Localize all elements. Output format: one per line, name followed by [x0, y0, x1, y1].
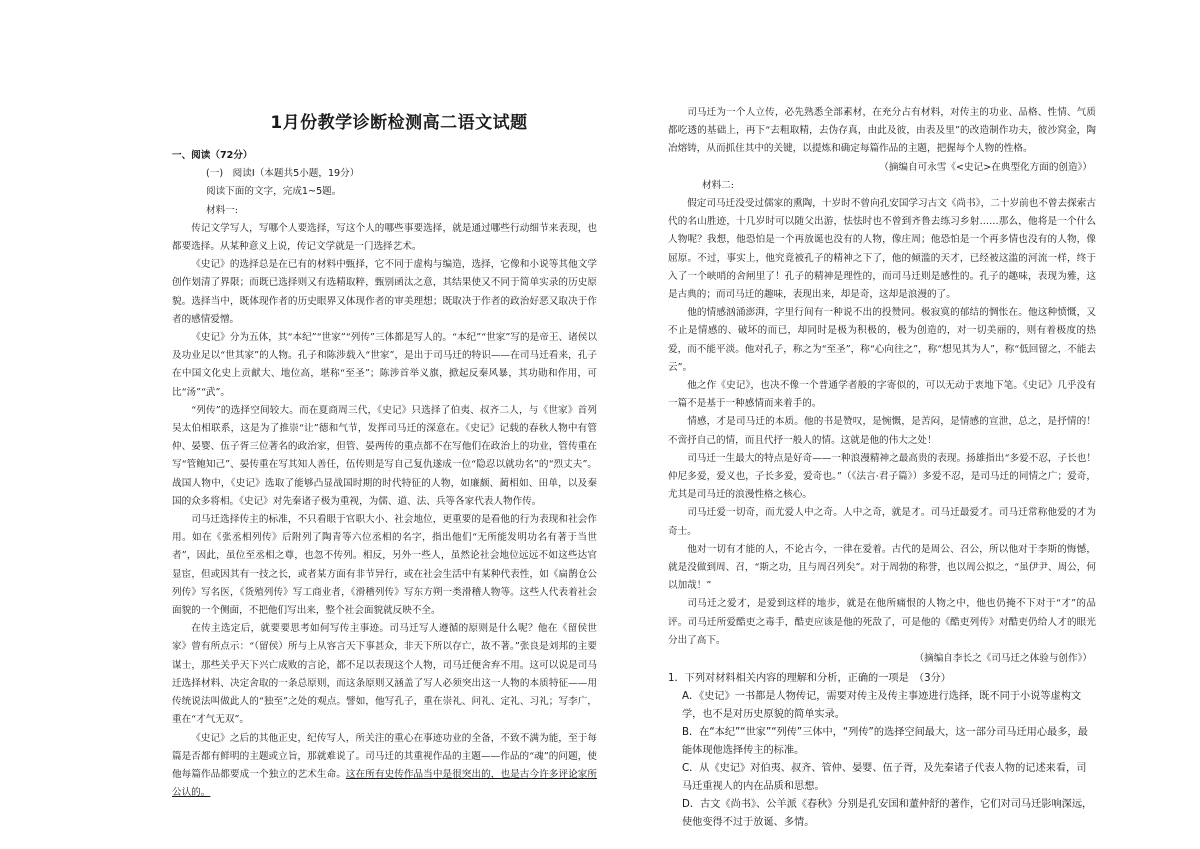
paragraph: 《史记》的选择总是在已有的材料中甄择，它不同于虚构与编造，选择，它像和小说等其他文学创作划清了界限；而既已选择则又有选精取粹，甄别函汰之意，其结果使又不同于简单实录的历史原貌。选择当中，既体现作者的历史眼界又体现作者的审美理想；既取决于作者的政治好恶又取决于作者的感情爱憎。	[172, 259, 597, 325]
option-c: C．从《史记》对伯夷、叔齐、管仲、晏婴、伍子胥，及先秦诸子代表人物的记述来看，司马迁重视人的内在品质和思想。	[682, 763, 1087, 793]
paragraph: 司马迁之爱才，是爱到这样的地步，就是在他所痛恨的人物之中，他也仍掩不下对于“才”的品评。司马迁所爱酷吏之毒手，酷吏应该是他的死敌了，可是他的《酷吏列传》对酷吏仍给人才的眼光分出了高下。	[668, 598, 1096, 646]
citation: （摘编自可永雪《<史记>在典型化方面的创造》）	[879, 161, 1092, 173]
paragraph: “列传”的选择空间较大。而在夏商周三代，《史记》只选择了伯夷、叔齐二人，与《世家》首列吴太伯相联系，这是为了推崇“让”德和气节，发挥司马迁的深意在。《史记》记载的春秋人物中有管仲、晏婴、伍子胥三位著名的政治家，但管、晏两传的重点都不在写他们在政治上的功业，管传重在写“管鲍知己”、晏传重在写其知人善任，伍传则是写自己复仇遂成一位“隐忍以就功名”的“烈丈夫”。战国人物中，《史记》选取了能够凸显战国时期的时代特征的人物，如廉颇、蔺相如、田单，以及秦国的众多将相。《史记》对先秦诸子极为重视，为儒、道、法、兵等各家代表人物作传。	[172, 404, 597, 507]
paragraph: 假定司马迁没受过儒家的熏陶，十岁时不曾向孔安国学习古文《尚书》，二十岁前也不曾去探索古代的名山胜迹，十几岁时可以随父出游，怯怯时也不曾到齐鲁去练习乡射……那么，他将是一个什么人物呢？我想，他恐怕是一个再放诞也没有的人物，像庄周；他恐怕是一个再多情也没有的人物，像屈原。不过，事实上，他究竟被孔子的精神之下了，他的倾滥的天才，已经被这滥的河流一样，终于入了一个峡哨的舍闸里了！孔子的精神是理性的，而司马迁则是感性的。孔子的趣味，表现为雅，这是古典的；而司马迁的趣味，表现出来，却是奇，这却是浪漫的了。	[668, 198, 1096, 301]
paragraph: 他之作《史记》，也决不像一个普通学者般的字寄似的，可以无动于衷地下笔。《史记》几乎没有一篇不是基于一种感情而来着手的。	[668, 380, 1096, 410]
paragraph: 他对一切有才能的人，不论古今，一律在爱着。古代的是周公、召公，所以他对于李斯的悔憾，就是没做到周、召，“斯之功，且与周召列矣”。对于周勃的称誉，也以周公拟之，“虽伊尹、周公，何以加哉！”	[668, 543, 1096, 592]
paragraph: 他的情感汹涌澎湃，字里行间有一种说不出的投赞同。极寂寞的郁结的惆怅在。他这种愤慨，又不止是情感的、破坏的而已，却同时是极为积极的，极为创造的，对一切美丽的，则有着极度的热爱，而不能平淡。他对孔子，称之为“至圣”，称“心向往之”，称“想见其为人”，称“低回留之，不能去云”。	[668, 307, 1096, 373]
page-title: 1月份教学诊断检测高二语文试题	[270, 113, 528, 133]
paragraph: 传记文学写人，写哪个人要选择，写这个人的哪些事要选择，就是通过哪些行动细节来表现，也都要选择。从某种意义上说，传记文学就是一门选择艺术。	[172, 222, 597, 253]
material2-label: 材料二:	[702, 179, 735, 191]
section-heading: 一、阅读（72分）	[172, 150, 253, 161]
paragraph: 司马迁爱一切奇，而尤爱人中之奇。人中之奇，就是才。司马迁最爱才。司马迁常称他爱的才为奇士。	[668, 507, 1096, 537]
citation: （摘编自李长之《司马迁之体验与创作》）	[914, 653, 1092, 665]
sub-heading: (一) 阅读Ⅰ（本题共5小题，19分）	[206, 168, 360, 180]
paragraph	[172, 730, 597, 803]
paragraph: 在传主选定后，就要要思考如何写传主事迹。司马迁写人遵循的原则是什么呢？他在《留侯世家》曾有所点示：“（留侯）所与上从容言天下事甚众，非天下所以存亡，故不著。”张良是刘邦的主要谋士，那些关乎天下兴亡成败的言论，都不足以表现这个人物，司马迁便舍弃不用。这可以说是司马迁选择材料、决定舍取的一条总原则，而这条原则又涵盖了写人必须突出这一人物的本质特征——用传统说法叫做此人的“独至”之处的观点。譬如，他写孔子，重在崇礼、问礼、定礼、习礼；写李广，重在“才气无双”。	[172, 623, 597, 726]
material1-label: 材料一:	[206, 204, 239, 216]
option-d: D．古文《尚书》、公羊派《春秋》分别是孔安国和董仲舒的著作，它们对司马迁影响深远，使他变得不过于放诞、多情。	[682, 799, 1093, 829]
option-a: A．《史记》一书都是人物传记，需要对传主及传主事迹进行选择，既不同于小说等虚构文学，也不是对历史原貌的简单实录。	[682, 691, 1082, 721]
paragraph: 司马迁一生最大的特点是好奇——一种浪漫精神之最高贵的表现。扬雄指出“多爱不忍，子长也！仲尼多爱，爱义也，子长多爱，爱奇也。”（《法言·君子篇》）多爱不忍，是司马迁的同情之广；爱奇，尤其是司马迁的浪漫性格之核心。	[668, 452, 1096, 501]
instruction: 阅读下面的文字，完成1~5题。	[206, 186, 342, 198]
left-column	[172, 100, 597, 802]
paragraph-text: 《史记》之后的其他正史，纪传写人，所关注的重心在事迹功业的全备，不致不满为能，至于每篇是否都有鲜明的主题或立旨，那就难说了。司马迁的其重视作品的主题——作品的“魂”的问题，使他每篇作品都要成一个独立的艺术生命。	[172, 732, 597, 780]
underlined-sentence: 这在所有史传作品当中是很突出的，也是古今许多评论家所公认的。	[172, 768, 597, 799]
right-column	[668, 104, 1096, 832]
paragraph: 情感，才是司马迁的本质。他的书是赞叹，是惋慨，是苦闷，是情感的宣泄，总之，是抒情的！不啻抒自己的情，而且代抒一般人的情。这就是他的伟大之处！	[668, 416, 1096, 446]
paragraph: 《史记》分为五体，其“本纪”“世家”“列传”三体都是写人的。“本纪”“世家”写的是帝王、诸侯以及功业足以“世其家”的人物。孔子和陈涉载入“世家”，是出于司马迁的特识——在司马迁看来，孔子在中国文化史上贡献大、地位高，堪称“至圣”；陈涉首举义旗，掀起反秦风暴，其功勋和作用，可比“汤”“武”。	[172, 332, 597, 398]
paragraph: 司马迁选择传主的标准，不只看眼于官职大小、社会地位，更重要的是看他的行为表现和社会作用。如在《张丞相列传》后附列了陶青等六位丞相的名字，指出他们“无所能发明功名有著于当世者”，因此，虽位至丞相之尊，也忽不传列。相反，另外一些人，虽然论社会地位远远不如这些达官显宦，但或因其有一技之长，或者某方面有非节异行，或在社会生活中有某种代表性，如《扁鹊仓公列传》写名医，《货殖列传》写工商业者，《滑稽列传》写东方朔一类滑稽人物等。这些人代表着社会面貌的一个侧面，不把他们写出来，整个社会面貌就反映不全。	[172, 514, 597, 617]
option-b: B．在“本纪”“世家”“列传”三体中，“列传”的选择空间最大，这一部分司马迁用心最多，最能体现他选择传主的标准。	[682, 727, 1088, 757]
question-stem: 1．下列对材料相关内容的理解和分析，正确的一项是 （3分）	[668, 673, 951, 685]
paragraph: 司马迁为一个人立传，必先熟悉全部素材，在充分占有材料，对传主的功业、品格、性情、气质都吃透的基础上，再下“去粗取精，去伪存真，由此及彼，由表及里”的改造制作功夫，彼沙窝金，陶冶熔铸，从而抓住其中的关键，以提炼和确定每篇作品的主题，把握每个人物的性格。	[668, 107, 1096, 155]
